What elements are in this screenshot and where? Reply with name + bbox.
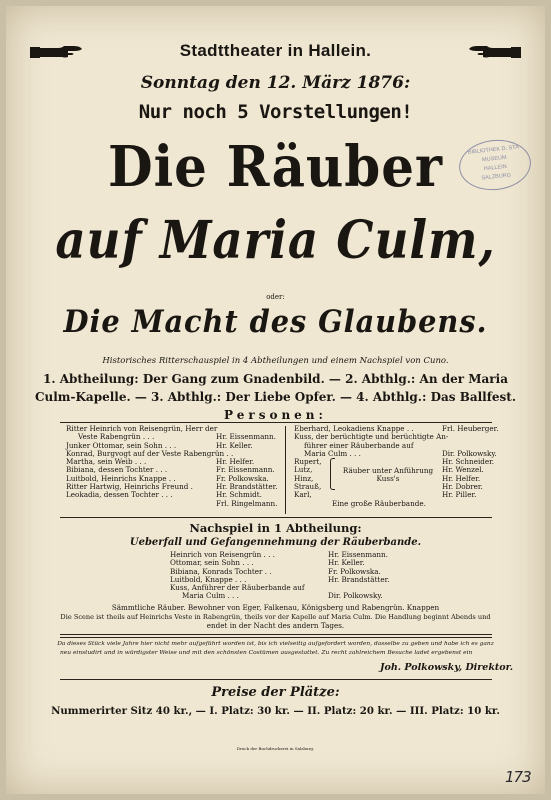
cast-row: Eine große Räuberbande. bbox=[332, 498, 426, 508]
personen-heading: Personen: bbox=[224, 408, 327, 422]
cast-row: Heinrich von Reisengrün . . . Hr. Eissenmann. bbox=[170, 550, 388, 559]
theater-name: Stadttheater in Hallein. bbox=[179, 41, 372, 60]
acts-line-2: Culm-Kapelle. — 3. Abthlg.: Der Liebe Opfer. — 4. Abthlg.: Das Ballfest. bbox=[34, 389, 517, 404]
performance-date: Sonntag den 12. März 1876: bbox=[140, 73, 411, 93]
cast-bracket bbox=[330, 458, 335, 490]
divider bbox=[60, 517, 492, 518]
cast-row: Karl, Hr. Piller. bbox=[294, 490, 477, 500]
cast-row: Ottomar, sein Sohn . . . Hr. Keller. bbox=[170, 558, 365, 568]
performance-notice: Nur noch 5 Vorstellungen! bbox=[138, 101, 413, 123]
double-divider bbox=[60, 634, 492, 638]
cast-row: Ritter Hartwig, Heinrichs Freund . Hr. Brandstätter. bbox=[66, 482, 278, 492]
cast-row: Kuss, Anführer der Räuberbande auf bbox=[170, 583, 305, 593]
cast-row: Frl. Ringelmann. bbox=[216, 498, 278, 508]
cast-row: Lutz, Hr. Wenzel. bbox=[294, 465, 484, 475]
scene-description-1: Die Scene ist theils auf Heinrichs Veste in Rabengrün, theils vor der Kapelle auf Maria Culm. Die Handlung beginnt Abends und bbox=[60, 613, 491, 621]
cast-row: Eberhard, Leokadiens Knappe . . Frl. Heuberger. bbox=[294, 424, 499, 433]
epilogue-title: Ueberfall und Gefangennehmung der Räuberbande. bbox=[129, 537, 422, 548]
director-signature: Joh. Polkowsky, Direktor. bbox=[380, 662, 514, 673]
cast-row: Leokadia, dessen Tochter . . . Hr. Schmidt. bbox=[66, 490, 262, 500]
library-stamp: BIBLIOTHEK D. STA MUSEUM HALLEIN SALZBURG bbox=[457, 136, 534, 193]
epilogue-heading: Nachspiel in 1 Abtheilung: bbox=[189, 521, 362, 535]
cast-bracket-note: Räuber unter Anführung Kuss's bbox=[342, 466, 434, 483]
cast-row: Maria Culm . . . Dir. Polkowsky. bbox=[182, 591, 383, 601]
cast-row: Veste Rabengrün . . . Hr. Eissenmann. bbox=[78, 432, 276, 442]
printer-credit: Druck der Buchdruckerei in Salzburg. bbox=[236, 746, 315, 751]
cast-row: Bibiana, dessen Tochter . . . Fr. Eissenmann. bbox=[66, 465, 275, 475]
or-label: oder: bbox=[266, 293, 285, 301]
cast-row: Martha, sein Weib . . . Hr. Helfer. bbox=[66, 457, 255, 467]
cast-row: Junker Ottomar, sein Sohn . . . Hr. Keller. bbox=[66, 440, 253, 450]
cast-row: Kuss, der berüchtigte und berüchtigte An- bbox=[294, 432, 449, 442]
play-title-location: auf Maria Culm, bbox=[55, 210, 496, 271]
cast-row: Maria Culm . . . Dir. Polkowsky. bbox=[304, 448, 497, 458]
divider bbox=[60, 679, 492, 680]
cast-row: führer einer Räuberbande auf bbox=[304, 440, 414, 450]
cast-row: Rupert, Hr. Schneider. bbox=[294, 457, 495, 467]
cast-row: Bibiana, Konrads Tochter . . Fr. Polkowska. bbox=[170, 566, 381, 576]
epilogue-cast bbox=[170, 551, 410, 601]
play-subtitle: Die Macht des Glaubens. bbox=[63, 304, 488, 340]
cast-row: Ritter Heinrich von Reisengrün, Herr der bbox=[66, 424, 218, 433]
cast-row: Luitbold, Knappe . . . Hr. Brandstätter. bbox=[170, 574, 390, 584]
prices-line: Nummerirter Sitz 40 kr., — I. Platz: 30 kr. — II. Platz: 20 kr. — III. Platz: 10 kr. bbox=[51, 705, 500, 717]
divider bbox=[60, 422, 492, 423]
epilogue-extras: Sämmtliche Räuber. Bewohner von Eger, Falkenau, Königsberg und Rabengrün. Knappen bbox=[111, 603, 440, 612]
cast-row: Strauß, Hr. Dobrer. bbox=[294, 482, 483, 492]
cast-row: Hinz, Hr. Helfer. bbox=[294, 473, 481, 483]
play-title: Die Räuber bbox=[108, 134, 443, 200]
column-divider bbox=[285, 426, 286, 514]
scene-description-2: endet in der Nacht des andern Tages. bbox=[206, 621, 345, 630]
prices-heading: Preise der Plätze: bbox=[211, 685, 340, 700]
acts-line-1: 1. Abtheilung: Der Gang zum Gnadenbild. — 2. Abthlg.: An der Maria bbox=[43, 371, 508, 386]
genre-line: Historisches Ritterschauspiel in 4 Abtheilungen und einem Nachspiel von Cuno. bbox=[102, 356, 449, 366]
cast-row: Luitbold, Heinrichs Knappe . . Fr. Polkowska. bbox=[66, 473, 269, 483]
handwritten-number: 173 bbox=[505, 768, 531, 786]
cast-list-left bbox=[66, 425, 276, 508]
cast-row: Konrad, Burgvogt auf der Veste Rabengrün . . bbox=[66, 448, 234, 458]
notice-line-2: neu einstudirt und in würdigster Weise und mit den schönsten Costümen ausgestattet. Zu recht zahlreichem Besuche ladet ergebenst ein bbox=[60, 650, 473, 656]
playbill-sheet bbox=[6, 6, 545, 794]
notice-line-1: Da dieses Stück viele Jahre hier nicht mehr aufgeführt worden ist, bis ich vielseitig aufgefordert worden, dasselbe zu geben und habe ich es ganz bbox=[57, 641, 494, 647]
